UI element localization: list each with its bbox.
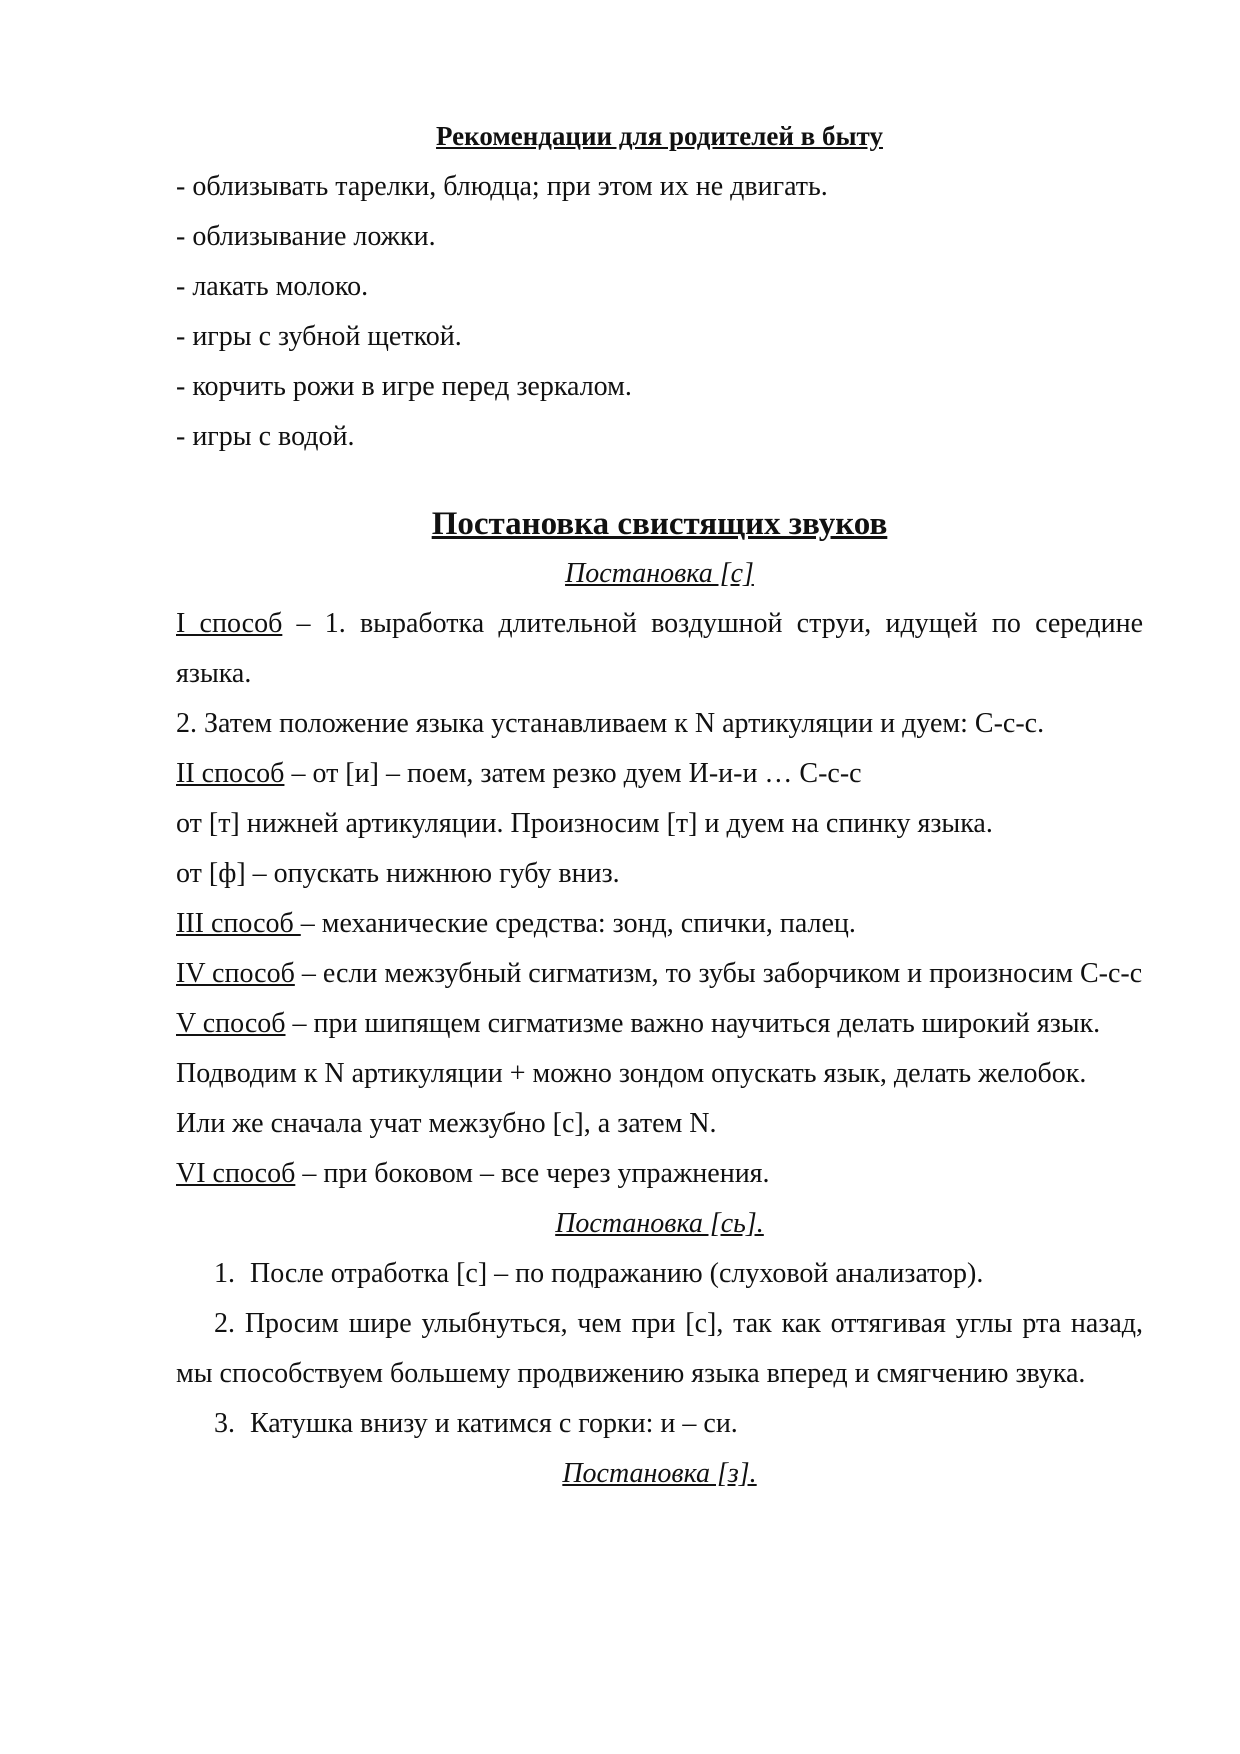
item-number: 3. (214, 1408, 235, 1439)
subheading-z: Постановка [з]. (562, 1458, 757, 1489)
method-text: – при шипящем сигматизме важно научиться делать широкий язык. (285, 1008, 1101, 1039)
method-text: – если межзубный сигматизм, то зубы заборчиком и произносим С-с-с (294, 958, 1143, 989)
method-text: – механические средства: зонд, спички, палец. (300, 908, 856, 939)
method-4 (176, 949, 1143, 999)
item-text: После отработка [с] – по подражанию (слуховой анализатор). (250, 1258, 984, 1289)
method-5 (176, 999, 1143, 1049)
method-text: – 1. выработка длительной воздушной струи, идущей по середине языка. (176, 608, 1144, 689)
subheading-sj: Постановка [сь]. (555, 1208, 764, 1239)
method-label: I способ (176, 608, 283, 639)
item-number: 1. (214, 1258, 235, 1289)
method-3 (176, 899, 1143, 949)
numbered-item (176, 1249, 1143, 1299)
method-1-step-2: 2. Затем положение языка устанавливаем к N артикуляции и дуем: С-с-с. (176, 708, 1045, 739)
method-2 (176, 749, 1143, 799)
list-item: - облизывать тарелки, блюдца; при этом их не двигать. (176, 171, 828, 202)
document-page (176, 111, 1143, 1499)
method-6 (176, 1149, 1143, 1199)
method-label: VI способ (176, 1158, 296, 1189)
method-text: – от [и] – поем, затем резко дуем И-и-и … С-с-с (284, 758, 862, 789)
method-5-line-3: Или же сначала учат межзубно [с], а затем N. (176, 1108, 717, 1139)
method-label: V способ (176, 1008, 286, 1039)
method-2-line-3: от [ф] – опускать нижнюю губу вниз. (176, 858, 620, 889)
numbered-item (176, 1299, 1143, 1399)
item-text: Просим шире улыбнуться, чем при [с], так как оттягивая углы рта назад, мы способствуем большему продвижению языка вперед и смягчению звука. (176, 1308, 1143, 1389)
method-label: III способ (176, 908, 301, 939)
heading-text: Постановка свистящих звуков (431, 506, 888, 542)
list-item: - облизывание ложки. (176, 221, 436, 252)
list-item: - лакать молоко. (176, 271, 369, 302)
subheading-s: Постановка [с] (565, 558, 754, 589)
item-text: Катушка внизу и катимся с горки: и – си. (250, 1408, 738, 1439)
method-5-line-2: Подводим к N артикуляции + можно зондом опускать язык, делать желобок. (176, 1058, 1087, 1089)
method-label: II способ (176, 758, 285, 789)
section-title-recommendations: Рекомендации для родителей в быту (436, 121, 883, 151)
method-label: IV способ (176, 958, 295, 989)
method-1 (176, 599, 1143, 699)
method-2-line-2: от [т] нижней артикуляции. Произносим [т] и дуем на спинку языка. (176, 808, 993, 839)
list-item: - игры с водой. (176, 421, 355, 452)
list-item: - игры с зубной щеткой. (176, 321, 462, 352)
item-number: 2. (214, 1308, 235, 1339)
section-title-whistling (176, 499, 1143, 549)
numbered-item (176, 1399, 1143, 1449)
method-text: – при боковом – все через упражнения. (295, 1158, 770, 1189)
list-item: - корчить рожи в игре перед зеркалом. (176, 371, 632, 402)
